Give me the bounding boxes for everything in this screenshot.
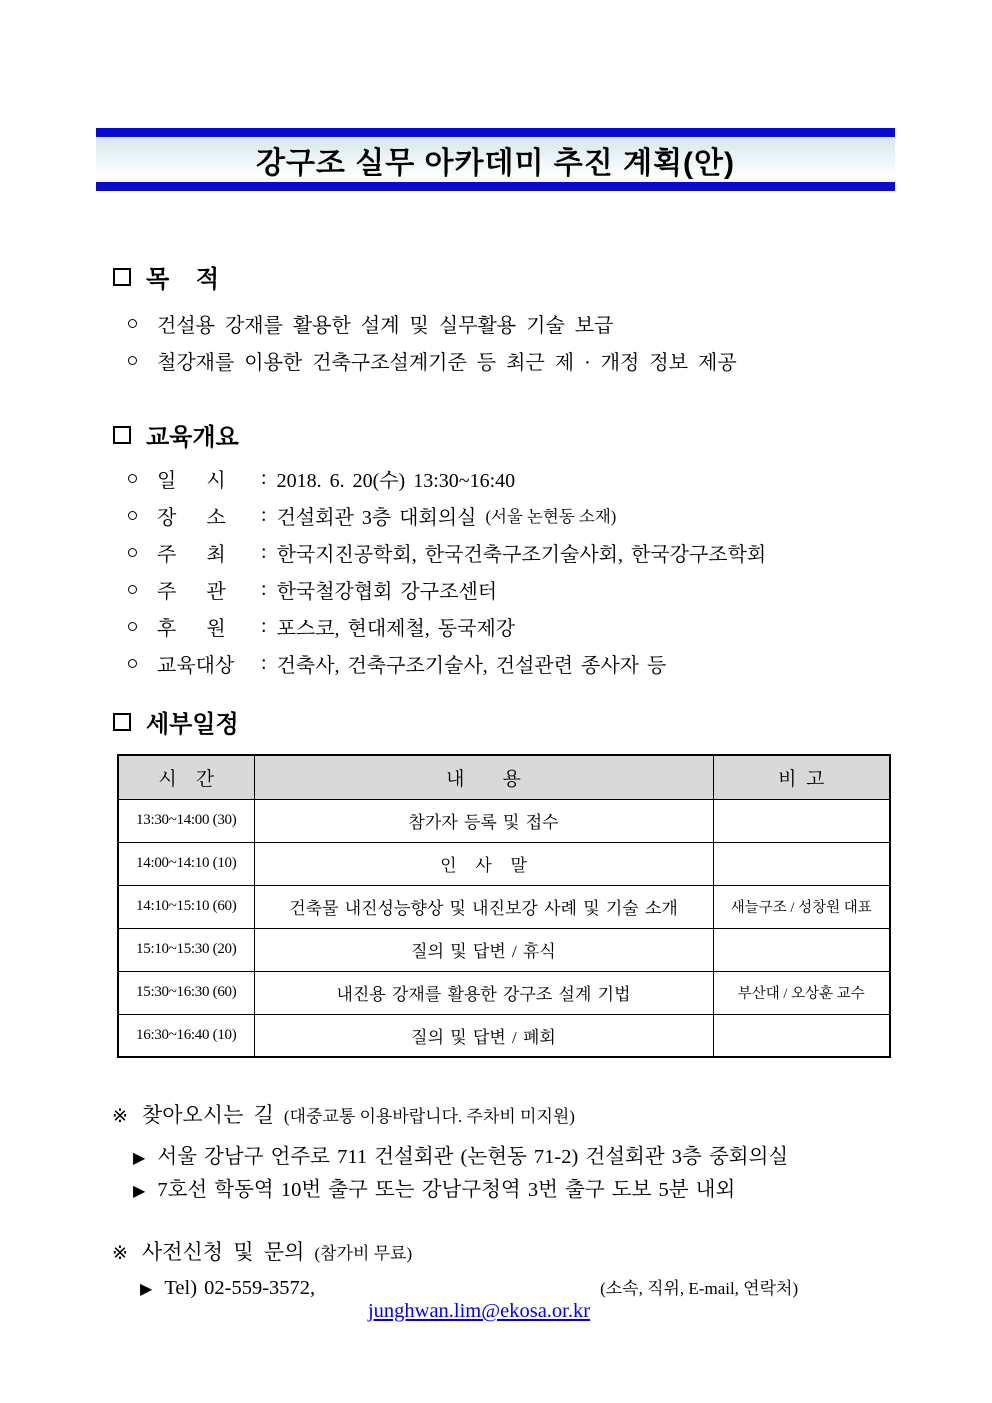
page-title: 강구조 실무 아카데미 추진 계획(안): [255, 146, 736, 180]
overview-label: 교육대상: [157, 654, 235, 677]
cell-note: [713, 799, 890, 842]
circle-bullet-icon: [128, 474, 137, 483]
directions-line: [133, 1172, 735, 1202]
banner-body: [96, 137, 895, 182]
table-row: [118, 971, 890, 1014]
purpose-item: [128, 345, 737, 375]
title-banner: [96, 128, 895, 191]
purpose-heading: [113, 259, 219, 294]
cell-content: 내진용 강재를 활용한 강구조 설계 기법: [254, 971, 713, 1014]
overview-label: 주 최: [157, 543, 226, 566]
directions-line-text: 서울 강남구 언주로 711 건설회관 (논현동 71-2) 건설회관 3층 중회의실: [157, 1146, 789, 1168]
table-row: [118, 885, 890, 928]
cell-content: 질의 및 답변 / 폐회: [254, 1014, 713, 1057]
purpose-item-text: 건설용 강재를 활용한 설계 및 실무활용 기술 보급: [157, 314, 614, 337]
cell-content: 질의 및 답변 / 휴식: [254, 928, 713, 971]
overview-row-audience: [128, 648, 675, 678]
overview-heading-label: 교육개요: [146, 424, 239, 451]
overview-label: 일 시: [157, 469, 226, 492]
directions-title: 찾아오시는 길: [141, 1103, 274, 1127]
cell-time: 14:00~14:10 (10): [118, 842, 254, 885]
overview-value: 포스코, 현대제철, 동국제강: [276, 617, 516, 640]
table-row: [118, 842, 890, 885]
overview-row-datetime: [128, 463, 524, 493]
overview-value: 건설회관 3층 대회의실: [276, 506, 477, 529]
overview-value: 한국지진공학회, 한국건축구조기술사회, 한국강구조학회: [276, 543, 767, 566]
column-header-time: 시 간: [118, 755, 254, 799]
contact-email-note: (소속, 직위, E-mail, 연락처): [600, 1279, 799, 1298]
cell-time: 16:30~16:40 (10): [118, 1014, 254, 1057]
directions-line-text: 7호선 학동역 10번 출구 또는 강남구청역 3번 출구 도보 5분 내외: [157, 1179, 736, 1201]
arrow-bullet-icon: ▶: [133, 1148, 146, 1167]
cell-time: 13:30~14:00 (30): [118, 799, 254, 842]
cell-time: 15:30~16:30 (60): [118, 971, 254, 1014]
overview-label: 주 관: [157, 580, 226, 603]
overview-heading: [113, 417, 239, 452]
schedule-heading: [113, 704, 239, 739]
overview-value: 2018. 6. 20(수) 13:30~16:40: [276, 469, 516, 492]
circle-bullet-icon: [128, 356, 137, 365]
directions-line: [133, 1139, 788, 1169]
registration-heading: [112, 1236, 412, 1266]
directions-title-note: (대중교통 이용바랍니다. 주차비 미지원): [283, 1107, 575, 1126]
overview-row-sponsor: [128, 611, 524, 641]
schedule-heading-label: 세부일정: [146, 711, 239, 738]
cell-time: 15:10~15:30 (20): [118, 928, 254, 971]
contact-line: [140, 1274, 798, 1346]
cell-content: 인 사 말: [254, 842, 713, 885]
banner-top-bar: [96, 128, 895, 137]
square-bullet-icon: [113, 713, 131, 731]
overview-value: 건축사, 건축구조기술사, 건설관련 종사자 등: [276, 654, 667, 677]
circle-bullet-icon: [128, 319, 137, 328]
circle-bullet-icon: [128, 622, 137, 631]
purpose-heading-label: 목 적: [146, 266, 220, 293]
registration-title-note: (참가비 무료): [314, 1244, 413, 1263]
overview-value: 한국철강협회 강구조센터: [276, 580, 498, 603]
column-header-note: 비 고: [713, 755, 890, 799]
table-row: [118, 799, 890, 842]
circle-bullet-icon: [128, 659, 137, 668]
colon-separator: :: [261, 651, 267, 674]
banner-bottom-bar: [96, 182, 895, 191]
column-header-content: 내 용: [254, 755, 713, 799]
cell-time: 14:10~15:10 (60): [118, 885, 254, 928]
circle-bullet-icon: [128, 511, 137, 520]
colon-separator: :: [261, 540, 267, 563]
cell-note: 부산대 / 오상훈 교수: [713, 971, 890, 1014]
circle-bullet-icon: [128, 548, 137, 557]
overview-label: 후 원: [157, 617, 226, 640]
contact-email-link[interactable]: junghwan.lim@ekosa.or.kr: [367, 1300, 591, 1322]
overview-row-organizer: [128, 574, 506, 604]
directions-heading: [112, 1099, 575, 1129]
colon-separator: :: [261, 577, 267, 600]
reference-mark-icon: ※: [112, 1105, 128, 1127]
schedule-table: [117, 754, 891, 1058]
table-row: [118, 928, 890, 971]
colon-separator: :: [261, 503, 267, 526]
overview-label: 장 소: [157, 506, 226, 529]
purpose-item-text: 철강재를 이용한 건축구조설계기준 등 최근 제 · 개정 정보 제공: [157, 351, 737, 374]
cell-content: 건축물 내진성능향상 및 내진보강 사례 및 기술 소개: [254, 885, 713, 928]
circle-bullet-icon: [128, 585, 137, 594]
cell-note: [713, 928, 890, 971]
colon-separator: :: [261, 466, 267, 489]
overview-row-venue: [128, 500, 616, 530]
registration-title: 사전신청 및 문의: [141, 1240, 305, 1264]
arrow-bullet-icon: ▶: [140, 1279, 153, 1298]
reference-mark-icon: ※: [112, 1242, 128, 1264]
cell-note: [713, 1014, 890, 1057]
arrow-bullet-icon: ▶: [133, 1181, 146, 1200]
square-bullet-icon: [113, 426, 131, 444]
overview-row-host: [128, 537, 775, 567]
overview-note: (서울 논현동 소재): [485, 507, 617, 526]
square-bullet-icon: [113, 268, 131, 286]
table-header-row: [118, 755, 890, 799]
colon-separator: :: [261, 614, 267, 637]
purpose-item: [128, 308, 613, 338]
cell-note: 새늘구조 / 성창원 대표: [713, 885, 890, 928]
table-row: [118, 1014, 890, 1057]
cell-note: [713, 842, 890, 885]
cell-content: 참가자 등록 및 접수: [254, 799, 713, 842]
contact-tel: Tel) 02-559-3572,: [164, 1277, 316, 1299]
